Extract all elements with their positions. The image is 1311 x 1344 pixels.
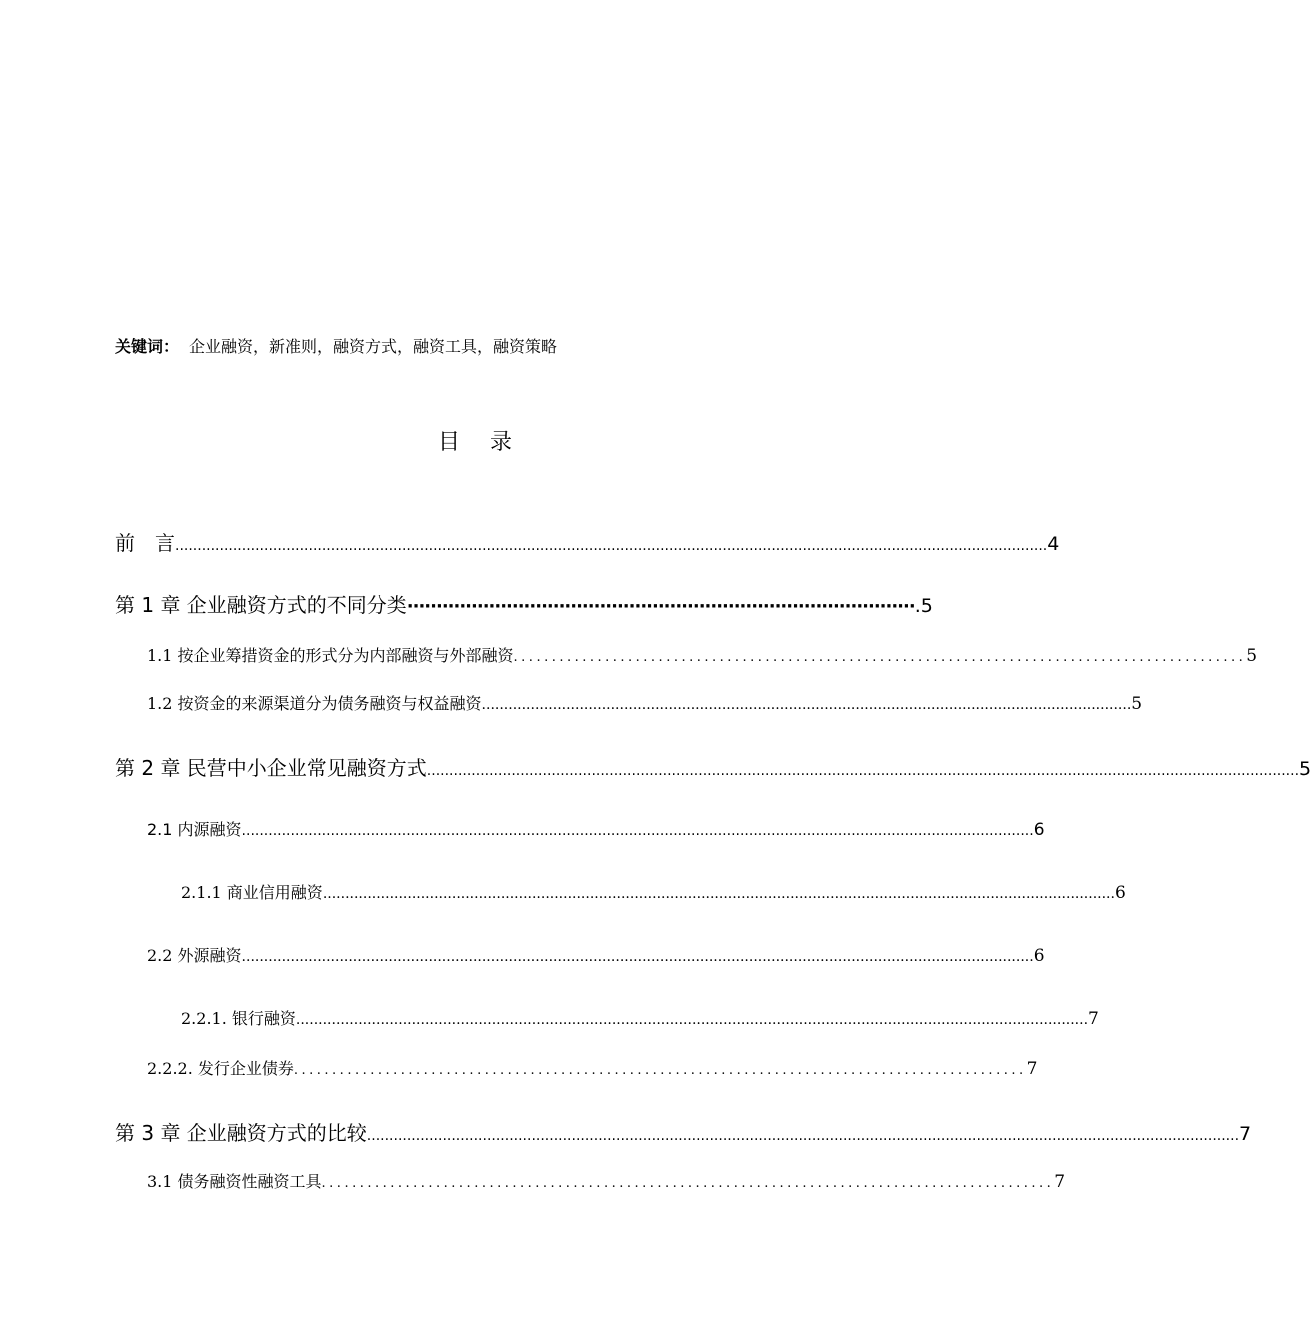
toc-entry-page: 7 [1026, 1059, 1038, 1079]
toc-entry-2-2[interactable] [147, 944, 1045, 969]
keywords-text: 企业融资，新准则，融资方式，融资工具，融资策略 [189, 337, 558, 356]
toc-title [0, 428, 950, 458]
toc-entry-page: 6 [1033, 820, 1045, 840]
toc-entry-page: 5 [1299, 758, 1311, 780]
toc-entry-1-1[interactable] [147, 644, 1258, 670]
toc-leader: .................................................................................................................................................................................. [295, 1012, 1089, 1028]
toc-leader: .................................................................................................................................................. [481, 697, 1132, 713]
toc-entry-page: 5 [1131, 694, 1143, 714]
toc-entry-title: 第 1 章 企业融资方式的不同分类 [115, 593, 407, 617]
toc-entry-title: 第 3 章 企业融资方式的比较 [115, 1121, 367, 1145]
toc-leader: ................................................................................................ [513, 650, 1247, 665]
toc-entry-2-2-1[interactable] [181, 1007, 1099, 1032]
toc-entry-1-2[interactable] [147, 692, 1143, 717]
toc-entry-page: 7 [1088, 1009, 1099, 1029]
toc-entry-2-1[interactable] [147, 818, 1045, 843]
toc-entry-chapter-1[interactable] [115, 591, 933, 621]
toc-entry-chapter-3[interactable] [115, 1119, 1252, 1150]
toc-leader: .................................................................................................................................................................................................... [426, 763, 1300, 779]
toc-leader: .................................................................................................................................................................................. [322, 886, 1115, 902]
toc-leader: .................................................................................................................................................................................. [241, 949, 1034, 965]
toc-entry-title: 3.1 债务融资性融资工具 [147, 1172, 322, 1191]
toc-entry-title: 前 言 [115, 531, 175, 555]
toc-entry-page: 7 [1239, 1123, 1252, 1145]
keywords-line [115, 335, 557, 359]
toc-entry-title: 1.1 按企业筹措资金的形式分为内部融资与外部融资 [147, 646, 514, 665]
toc-entry-2-2-2[interactable] [147, 1057, 1038, 1083]
toc-title-right: 录 [490, 430, 513, 455]
toc-leader: ................................................................................................ [321, 1176, 1055, 1191]
toc-leader: .................................................................................................................................................................................................... [366, 1128, 1240, 1144]
toc-entry-preface[interactable] [115, 529, 1060, 560]
toc-entry-page: 4 [1047, 533, 1060, 555]
toc-entry-2-1-1[interactable] [181, 881, 1126, 906]
toc-entry-title: 2.1 内源融资 [147, 820, 242, 839]
toc-entry-3-1[interactable] [147, 1170, 1066, 1196]
toc-leader: .................................................................................................................................................................................................... [175, 538, 1048, 554]
toc-entry-page: 6 [1114, 883, 1126, 903]
toc-entry-title: 1.2 按资金的来源渠道分为债务融资与权益融资 [147, 694, 482, 713]
toc-entry-title: 2.2.2. 发行企业债券 [147, 1059, 294, 1078]
toc-entry-page: 7 [1054, 1172, 1066, 1192]
toc-entry-page: .5 [914, 595, 933, 617]
toc-entry-chapter-2[interactable] [115, 754, 1311, 785]
toc-entry-title: 2.2.1. 银行融资 [181, 1009, 296, 1028]
toc-entry-page: 6 [1033, 946, 1045, 966]
toc-entry-title: 第 2 章 民营中小企业常见融资方式 [115, 756, 427, 780]
toc-leader: .................................................................................................................................................................................. [241, 823, 1034, 839]
toc-title-left: 目 [437, 430, 460, 455]
toc-leader: ................................................................................................ [293, 1063, 1027, 1078]
toc-entry-title: 2.2 外源融资 [147, 946, 242, 965]
toc-entry-title: 2.1.1 商业信用融资 [181, 883, 323, 902]
keywords-label: 关键词： [115, 337, 180, 356]
toc-leader: ······················································································· [406, 596, 915, 617]
toc-entry-page: 5 [1246, 646, 1258, 666]
